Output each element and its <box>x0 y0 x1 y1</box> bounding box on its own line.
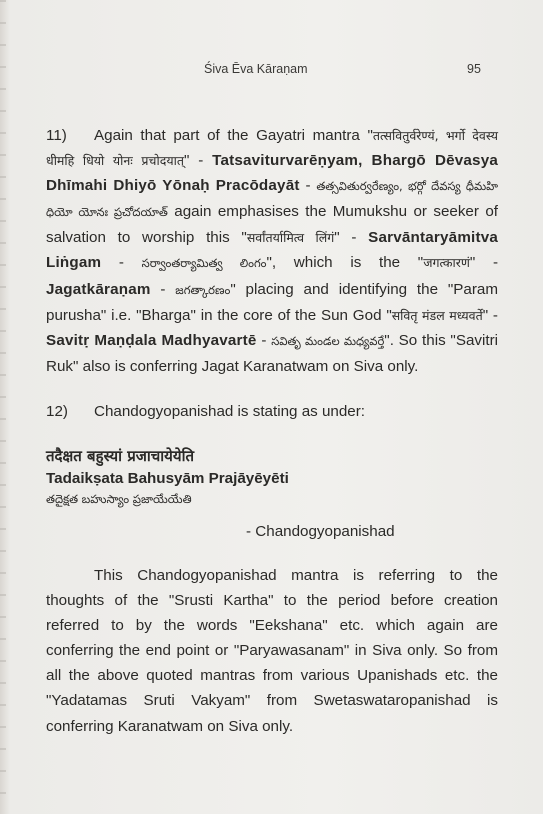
paragraph-12 <box>46 399 498 424</box>
paragraph-number: 12) <box>46 403 68 420</box>
quote-telugu: తదైక్షత బహుస్యాం ప్రజాయేయేతి <box>46 492 192 506</box>
text: " - <box>469 254 499 272</box>
page-edge <box>0 0 6 814</box>
quote-attribution: - Chandogyopanishad <box>246 523 395 540</box>
text: - <box>299 177 317 195</box>
text: - <box>256 331 272 349</box>
telugu-text: సవితృ మండల మధ్యవర్తే <box>271 333 385 348</box>
paragraph-text: This Chandogyopanishad mantra is referring to the thoughts of the "Srusti Kartha" to the period before creation referred to by the words "Eekshana" etc. which again are conferring the end point or "Paryawasanam" in Siva only. So from all the above quoted mantras from various Upanishads etc. the "Yadatamas Sruti Vakyam" from Swetaswataropanishad is conferring Karanatwam on Siva only. <box>46 567 498 735</box>
text: again emphasises the Mumukshu or seeker of salvation to worship this " <box>46 203 498 247</box>
mantra-quote <box>46 446 498 509</box>
quote-devanagari: तदैक्षत बहुस्यां प्रजाचायेयेति <box>46 447 195 465</box>
telugu-text: సర్వాంతర్యామిత్వ లింగం <box>141 256 267 271</box>
devanagari-text: सर्वांतर्यामित्व लिंगं <box>246 230 335 246</box>
text: Again that part of the Gayatri mantra " <box>94 127 373 144</box>
telugu-text: తత్సవితుర్వరేణ్యం, భర్గో దేవస్య ధీమహి ధియో యోనః ప్రచోదయాత్ <box>46 179 499 220</box>
telugu-text: జగత్కారణం <box>175 282 231 297</box>
text: - <box>150 280 176 298</box>
text: " placing and identifying the "Param purusha" i.e. "Bharga" in the core of the Sun God " <box>46 280 498 324</box>
devanagari-text: तत्सवितुर्वरेण्यं, भर्गो देवस्य धीमहि धियो योनः प्रचोदयात् <box>46 128 498 169</box>
text: " - <box>183 152 213 170</box>
paragraph-body <box>46 563 498 739</box>
paragraph-number: 11) <box>46 127 67 144</box>
transliteration: Tatsaviturvarēṇyam, Bhargō Dēvasya Dhīmahi Dhiyō Yōnaḥ Pracōdayāt <box>46 152 498 195</box>
devanagari-text: सवितृ मंडल मध्यवर्ते <box>391 307 483 323</box>
transliteration: Jagatkāraṇam <box>46 280 151 298</box>
transliteration: Sarvāntaryāmitva Liṅgam <box>46 229 498 272</box>
text: ". So this "Savitri Ruk" also is conferring Jagat Karanatwam on Siva only. <box>46 331 499 375</box>
page-number: 95 <box>467 62 481 76</box>
text: " - <box>482 306 498 324</box>
quote-transliteration: Tadaikṣata Bahusyām Prajāyēyēti <box>46 470 289 487</box>
transliteration: Savitṛ Maṇḍala Madhyavartē <box>46 331 257 349</box>
page-header <box>0 62 543 80</box>
devanagari-text: जगत्कारणं <box>423 255 470 271</box>
running-title: Śiva Ēva Kāraṇam <box>204 62 308 76</box>
text: " - <box>334 229 369 247</box>
paragraph-text: Chandogyopanishad is stating as under: <box>94 403 366 420</box>
paragraph-11 <box>46 123 498 379</box>
text: ", which is the " <box>266 254 424 272</box>
text: - <box>101 254 142 272</box>
